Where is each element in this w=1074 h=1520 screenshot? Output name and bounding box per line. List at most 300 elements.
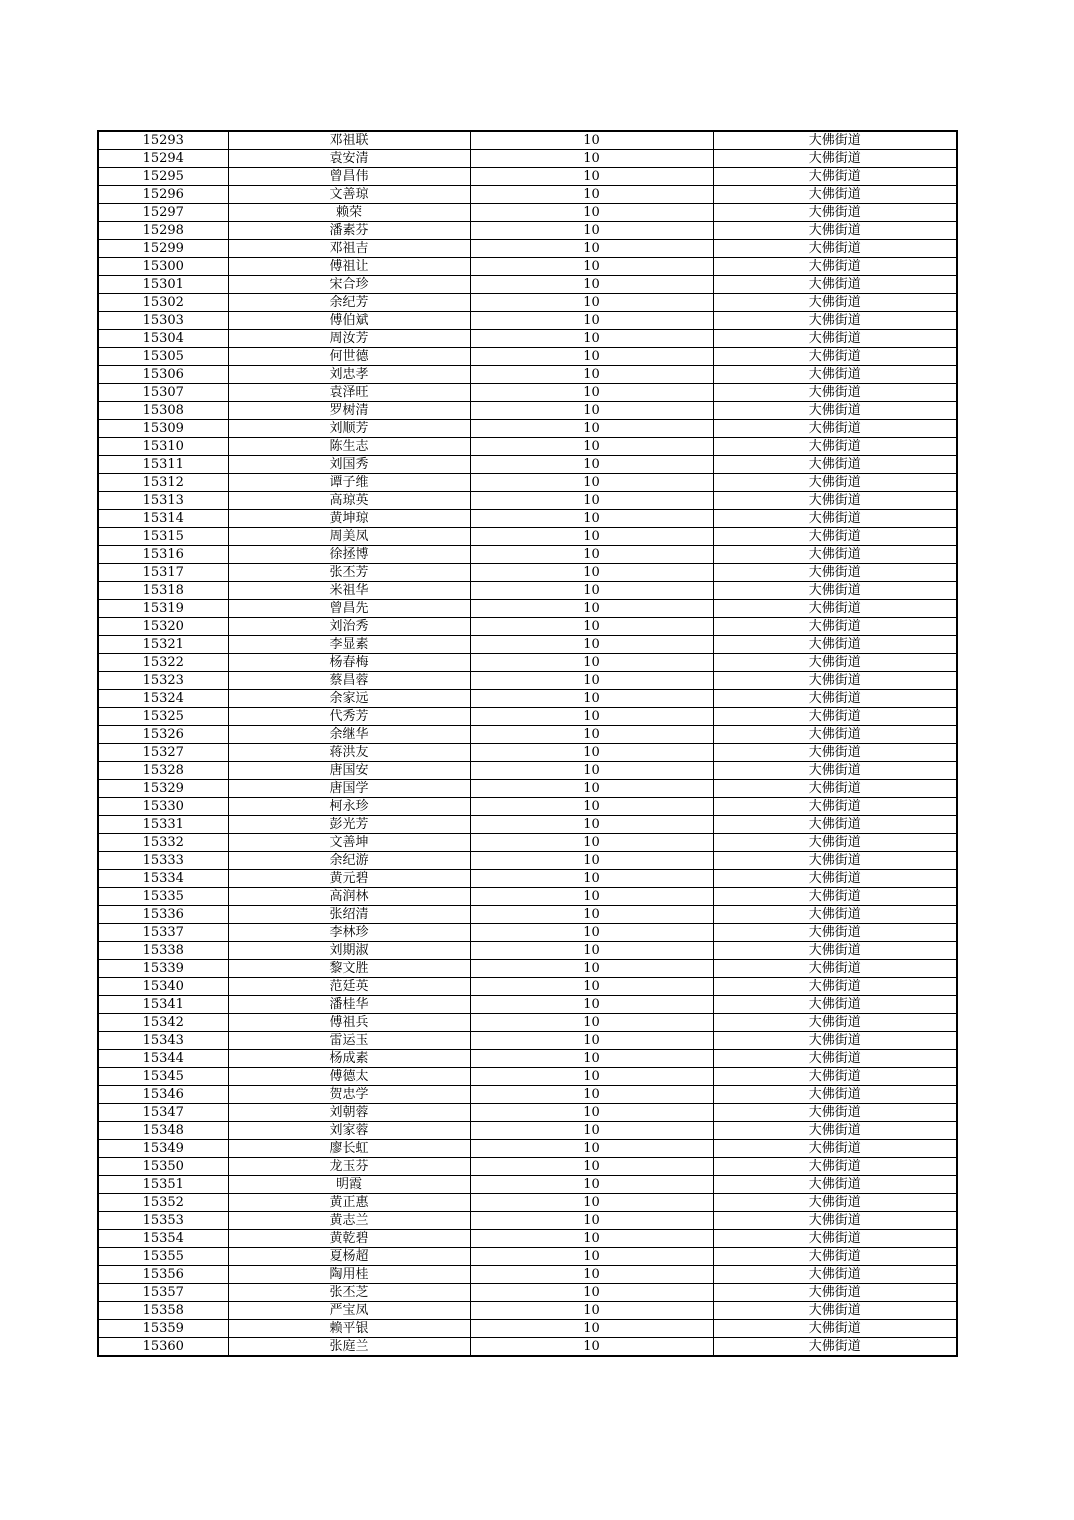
serial-number-cell: 15348 xyxy=(98,1122,228,1140)
data-table xyxy=(97,130,958,1357)
table-row xyxy=(98,1266,957,1284)
name-cell: 曾昌伟 xyxy=(228,168,470,186)
name-cell: 黄坤琼 xyxy=(228,510,470,528)
serial-number-cell: 15356 xyxy=(98,1266,228,1284)
table-row xyxy=(98,618,957,636)
amount-cell: 10 xyxy=(470,978,713,996)
street-cell: 大佛街道 xyxy=(713,150,957,168)
table-row xyxy=(98,816,957,834)
name-cell: 刘治秀 xyxy=(228,618,470,636)
name-cell: 柯永珍 xyxy=(228,798,470,816)
name-cell: 米祖华 xyxy=(228,582,470,600)
name-cell: 唐国学 xyxy=(228,780,470,798)
table-row xyxy=(98,492,957,510)
amount-cell: 10 xyxy=(470,1068,713,1086)
amount-cell: 10 xyxy=(470,240,713,258)
serial-number-cell: 15331 xyxy=(98,816,228,834)
table-row xyxy=(98,1122,957,1140)
name-cell: 李显素 xyxy=(228,636,470,654)
amount-cell: 10 xyxy=(470,1176,713,1194)
street-cell: 大佛街道 xyxy=(713,384,957,402)
serial-number-cell: 15333 xyxy=(98,852,228,870)
table-row xyxy=(98,222,957,240)
amount-cell: 10 xyxy=(470,222,713,240)
table-row xyxy=(98,798,957,816)
table-row xyxy=(98,1320,957,1338)
name-cell: 张丕芝 xyxy=(228,1284,470,1302)
name-cell: 余纪芳 xyxy=(228,294,470,312)
serial-number-cell: 15296 xyxy=(98,186,228,204)
name-cell: 严宝凤 xyxy=(228,1302,470,1320)
table-body xyxy=(98,131,957,1356)
name-cell: 明霞 xyxy=(228,1176,470,1194)
street-cell: 大佛街道 xyxy=(713,420,957,438)
name-cell: 赖平银 xyxy=(228,1320,470,1338)
serial-number-cell: 15343 xyxy=(98,1032,228,1050)
name-cell: 徐拯博 xyxy=(228,546,470,564)
amount-cell: 10 xyxy=(470,546,713,564)
amount-cell: 10 xyxy=(470,276,713,294)
table-row xyxy=(98,834,957,852)
table-row xyxy=(98,1068,957,1086)
amount-cell: 10 xyxy=(470,834,713,852)
name-cell: 余继华 xyxy=(228,726,470,744)
name-cell: 刘家蓉 xyxy=(228,1122,470,1140)
serial-number-cell: 15325 xyxy=(98,708,228,726)
name-cell: 张绍清 xyxy=(228,906,470,924)
name-cell: 张庭兰 xyxy=(228,1338,470,1357)
amount-cell: 10 xyxy=(470,168,713,186)
street-cell: 大佛街道 xyxy=(713,240,957,258)
amount-cell: 10 xyxy=(470,798,713,816)
amount-cell: 10 xyxy=(470,1320,713,1338)
table-row xyxy=(98,366,957,384)
amount-cell: 10 xyxy=(470,402,713,420)
name-cell: 周美凤 xyxy=(228,528,470,546)
street-cell: 大佛街道 xyxy=(713,870,957,888)
amount-cell: 10 xyxy=(470,438,713,456)
name-cell: 张丕芳 xyxy=(228,564,470,582)
serial-number-cell: 15347 xyxy=(98,1104,228,1122)
amount-cell: 10 xyxy=(470,1194,713,1212)
serial-number-cell: 15332 xyxy=(98,834,228,852)
street-cell: 大佛街道 xyxy=(713,1176,957,1194)
table-row xyxy=(98,186,957,204)
serial-number-cell: 15358 xyxy=(98,1302,228,1320)
name-cell: 雷运玉 xyxy=(228,1032,470,1050)
table-row xyxy=(98,654,957,672)
serial-number-cell: 15294 xyxy=(98,150,228,168)
table-row xyxy=(98,726,957,744)
amount-cell: 10 xyxy=(470,348,713,366)
table-row xyxy=(98,996,957,1014)
street-cell: 大佛街道 xyxy=(713,186,957,204)
street-cell: 大佛街道 xyxy=(713,546,957,564)
name-cell: 文善琼 xyxy=(228,186,470,204)
amount-cell: 10 xyxy=(470,960,713,978)
street-cell: 大佛街道 xyxy=(713,924,957,942)
name-cell: 陈生志 xyxy=(228,438,470,456)
amount-cell: 10 xyxy=(470,582,713,600)
table-row xyxy=(98,600,957,618)
serial-number-cell: 15305 xyxy=(98,348,228,366)
table-row xyxy=(98,942,957,960)
amount-cell: 10 xyxy=(470,762,713,780)
table-row xyxy=(98,528,957,546)
serial-number-cell: 15328 xyxy=(98,762,228,780)
table-row xyxy=(98,1230,957,1248)
table-row xyxy=(98,420,957,438)
serial-number-cell: 15326 xyxy=(98,726,228,744)
name-cell: 刘顺芳 xyxy=(228,420,470,438)
amount-cell: 10 xyxy=(470,1122,713,1140)
amount-cell: 10 xyxy=(470,1014,713,1032)
name-cell: 代秀芳 xyxy=(228,708,470,726)
serial-number-cell: 15316 xyxy=(98,546,228,564)
table-row xyxy=(98,131,957,150)
serial-number-cell: 15307 xyxy=(98,384,228,402)
street-cell: 大佛街道 xyxy=(713,1104,957,1122)
amount-cell: 10 xyxy=(470,294,713,312)
amount-cell: 10 xyxy=(470,1284,713,1302)
street-cell: 大佛街道 xyxy=(713,456,957,474)
amount-cell: 10 xyxy=(470,492,713,510)
amount-cell: 10 xyxy=(470,1212,713,1230)
street-cell: 大佛街道 xyxy=(713,690,957,708)
table-row xyxy=(98,708,957,726)
serial-number-cell: 15355 xyxy=(98,1248,228,1266)
street-cell: 大佛街道 xyxy=(713,1248,957,1266)
table-row xyxy=(98,1248,957,1266)
street-cell: 大佛街道 xyxy=(713,564,957,582)
table-row xyxy=(98,672,957,690)
serial-number-cell: 15322 xyxy=(98,654,228,672)
street-cell: 大佛街道 xyxy=(713,1338,957,1357)
amount-cell: 10 xyxy=(470,672,713,690)
name-cell: 蔡昌蓉 xyxy=(228,672,470,690)
amount-cell: 10 xyxy=(470,690,713,708)
street-cell: 大佛街道 xyxy=(713,1140,957,1158)
street-cell: 大佛街道 xyxy=(713,1158,957,1176)
table-row xyxy=(98,960,957,978)
name-cell: 袁安清 xyxy=(228,150,470,168)
table-row xyxy=(98,456,957,474)
table-row xyxy=(98,762,957,780)
street-cell: 大佛街道 xyxy=(713,492,957,510)
street-cell: 大佛街道 xyxy=(713,744,957,762)
street-cell: 大佛街道 xyxy=(713,1320,957,1338)
street-cell: 大佛街道 xyxy=(713,834,957,852)
street-cell: 大佛街道 xyxy=(713,942,957,960)
table-row xyxy=(98,636,957,654)
amount-cell: 10 xyxy=(470,1248,713,1266)
street-cell: 大佛街道 xyxy=(713,1212,957,1230)
amount-cell: 10 xyxy=(470,456,713,474)
name-cell: 黄志兰 xyxy=(228,1212,470,1230)
street-cell: 大佛街道 xyxy=(713,1014,957,1032)
serial-number-cell: 15309 xyxy=(98,420,228,438)
street-cell: 大佛街道 xyxy=(713,654,957,672)
table-row xyxy=(98,780,957,798)
serial-number-cell: 15293 xyxy=(98,131,228,150)
table-row xyxy=(98,906,957,924)
serial-number-cell: 15330 xyxy=(98,798,228,816)
table-row xyxy=(98,1212,957,1230)
serial-number-cell: 15298 xyxy=(98,222,228,240)
amount-cell: 10 xyxy=(470,1230,713,1248)
table-row xyxy=(98,1032,957,1050)
serial-number-cell: 15360 xyxy=(98,1338,228,1357)
table-row xyxy=(98,1302,957,1320)
serial-number-cell: 15315 xyxy=(98,528,228,546)
street-cell: 大佛街道 xyxy=(713,672,957,690)
serial-number-cell: 15299 xyxy=(98,240,228,258)
serial-number-cell: 15320 xyxy=(98,618,228,636)
serial-number-cell: 15341 xyxy=(98,996,228,1014)
name-cell: 宋合珍 xyxy=(228,276,470,294)
serial-number-cell: 15306 xyxy=(98,366,228,384)
serial-number-cell: 15327 xyxy=(98,744,228,762)
street-cell: 大佛街道 xyxy=(713,1086,957,1104)
name-cell: 蒋洪友 xyxy=(228,744,470,762)
table-row xyxy=(98,978,957,996)
serial-number-cell: 15357 xyxy=(98,1284,228,1302)
name-cell: 傅祖让 xyxy=(228,258,470,276)
amount-cell: 10 xyxy=(470,870,713,888)
amount-cell: 10 xyxy=(470,150,713,168)
amount-cell: 10 xyxy=(470,420,713,438)
serial-number-cell: 15338 xyxy=(98,942,228,960)
amount-cell: 10 xyxy=(470,744,713,762)
serial-number-cell: 15342 xyxy=(98,1014,228,1032)
street-cell: 大佛街道 xyxy=(713,1032,957,1050)
name-cell: 余纪游 xyxy=(228,852,470,870)
street-cell: 大佛街道 xyxy=(713,960,957,978)
serial-number-cell: 15295 xyxy=(98,168,228,186)
serial-number-cell: 15349 xyxy=(98,1140,228,1158)
amount-cell: 10 xyxy=(470,1140,713,1158)
street-cell: 大佛街道 xyxy=(713,618,957,636)
table-row xyxy=(98,330,957,348)
table-row xyxy=(98,1338,957,1357)
serial-number-cell: 15354 xyxy=(98,1230,228,1248)
table-row xyxy=(98,744,957,762)
serial-number-cell: 15313 xyxy=(98,492,228,510)
street-cell: 大佛街道 xyxy=(713,1050,957,1068)
serial-number-cell: 15310 xyxy=(98,438,228,456)
serial-number-cell: 15345 xyxy=(98,1068,228,1086)
serial-number-cell: 15353 xyxy=(98,1212,228,1230)
table-row xyxy=(98,510,957,528)
amount-cell: 10 xyxy=(470,1104,713,1122)
street-cell: 大佛街道 xyxy=(713,366,957,384)
amount-cell: 10 xyxy=(470,1050,713,1068)
amount-cell: 10 xyxy=(470,636,713,654)
amount-cell: 10 xyxy=(470,384,713,402)
street-cell: 大佛街道 xyxy=(713,1194,957,1212)
name-cell: 傅德太 xyxy=(228,1068,470,1086)
street-cell: 大佛街道 xyxy=(713,1122,957,1140)
amount-cell: 10 xyxy=(470,1266,713,1284)
street-cell: 大佛街道 xyxy=(713,258,957,276)
table-row xyxy=(98,690,957,708)
street-cell: 大佛街道 xyxy=(713,1284,957,1302)
name-cell: 李林珍 xyxy=(228,924,470,942)
table-row xyxy=(98,150,957,168)
amount-cell: 10 xyxy=(470,186,713,204)
amount-cell: 10 xyxy=(470,996,713,1014)
amount-cell: 10 xyxy=(470,654,713,672)
street-cell: 大佛街道 xyxy=(713,600,957,618)
name-cell: 傅伯斌 xyxy=(228,312,470,330)
name-cell: 傅祖兵 xyxy=(228,1014,470,1032)
table-row xyxy=(98,1194,957,1212)
name-cell: 谭子维 xyxy=(228,474,470,492)
name-cell: 袁泽旺 xyxy=(228,384,470,402)
street-cell: 大佛街道 xyxy=(713,474,957,492)
table-row xyxy=(98,438,957,456)
table-row xyxy=(98,348,957,366)
table-row xyxy=(98,1176,957,1194)
amount-cell: 10 xyxy=(470,906,713,924)
table-row xyxy=(98,204,957,222)
serial-number-cell: 15344 xyxy=(98,1050,228,1068)
serial-number-cell: 15311 xyxy=(98,456,228,474)
name-cell: 黄乾碧 xyxy=(228,1230,470,1248)
amount-cell: 10 xyxy=(470,618,713,636)
street-cell: 大佛街道 xyxy=(713,816,957,834)
amount-cell: 10 xyxy=(470,942,713,960)
table-row xyxy=(98,546,957,564)
name-cell: 罗树清 xyxy=(228,402,470,420)
name-cell: 黄正惠 xyxy=(228,1194,470,1212)
amount-cell: 10 xyxy=(470,366,713,384)
serial-number-cell: 15340 xyxy=(98,978,228,996)
street-cell: 大佛街道 xyxy=(713,1302,957,1320)
street-cell: 大佛街道 xyxy=(713,708,957,726)
serial-number-cell: 15300 xyxy=(98,258,228,276)
street-cell: 大佛街道 xyxy=(713,222,957,240)
table-row xyxy=(98,564,957,582)
name-cell: 贺忠学 xyxy=(228,1086,470,1104)
serial-number-cell: 15339 xyxy=(98,960,228,978)
amount-cell: 10 xyxy=(470,708,713,726)
street-cell: 大佛街道 xyxy=(713,762,957,780)
amount-cell: 10 xyxy=(470,1158,713,1176)
serial-number-cell: 15346 xyxy=(98,1086,228,1104)
street-cell: 大佛街道 xyxy=(713,510,957,528)
table-row xyxy=(98,1284,957,1302)
street-cell: 大佛街道 xyxy=(713,312,957,330)
serial-number-cell: 15323 xyxy=(98,672,228,690)
name-cell: 余家远 xyxy=(228,690,470,708)
name-cell: 陶用桂 xyxy=(228,1266,470,1284)
amount-cell: 10 xyxy=(470,726,713,744)
name-cell: 刘国秀 xyxy=(228,456,470,474)
amount-cell: 10 xyxy=(470,131,713,150)
table-row xyxy=(98,474,957,492)
street-cell: 大佛街道 xyxy=(713,1068,957,1086)
table-row xyxy=(98,1014,957,1032)
name-cell: 范廷英 xyxy=(228,978,470,996)
name-cell: 廖长虹 xyxy=(228,1140,470,1158)
amount-cell: 10 xyxy=(470,258,713,276)
street-cell: 大佛街道 xyxy=(713,996,957,1014)
serial-number-cell: 15297 xyxy=(98,204,228,222)
serial-number-cell: 15337 xyxy=(98,924,228,942)
street-cell: 大佛街道 xyxy=(713,978,957,996)
street-cell: 大佛街道 xyxy=(713,1266,957,1284)
table-row xyxy=(98,384,957,402)
amount-cell: 10 xyxy=(470,924,713,942)
street-cell: 大佛街道 xyxy=(713,528,957,546)
street-cell: 大佛街道 xyxy=(713,330,957,348)
name-cell: 邓祖联 xyxy=(228,131,470,150)
serial-number-cell: 15303 xyxy=(98,312,228,330)
name-cell: 夏杨超 xyxy=(228,1248,470,1266)
street-cell: 大佛街道 xyxy=(713,402,957,420)
serial-number-cell: 15335 xyxy=(98,888,228,906)
street-cell: 大佛街道 xyxy=(713,582,957,600)
serial-number-cell: 15312 xyxy=(98,474,228,492)
street-cell: 大佛街道 xyxy=(713,906,957,924)
street-cell: 大佛街道 xyxy=(713,131,957,150)
street-cell: 大佛街道 xyxy=(713,204,957,222)
amount-cell: 10 xyxy=(470,330,713,348)
name-cell: 潘素芬 xyxy=(228,222,470,240)
serial-number-cell: 15317 xyxy=(98,564,228,582)
amount-cell: 10 xyxy=(470,312,713,330)
amount-cell: 10 xyxy=(470,510,713,528)
street-cell: 大佛街道 xyxy=(713,636,957,654)
name-cell: 杨春梅 xyxy=(228,654,470,672)
serial-number-cell: 15314 xyxy=(98,510,228,528)
table-row xyxy=(98,402,957,420)
amount-cell: 10 xyxy=(470,1302,713,1320)
name-cell: 高润林 xyxy=(228,888,470,906)
table-row xyxy=(98,582,957,600)
serial-number-cell: 15350 xyxy=(98,1158,228,1176)
serial-number-cell: 15352 xyxy=(98,1194,228,1212)
amount-cell: 10 xyxy=(470,780,713,798)
street-cell: 大佛街道 xyxy=(713,780,957,798)
table-row xyxy=(98,924,957,942)
serial-number-cell: 15304 xyxy=(98,330,228,348)
amount-cell: 10 xyxy=(470,474,713,492)
serial-number-cell: 15336 xyxy=(98,906,228,924)
amount-cell: 10 xyxy=(470,204,713,222)
street-cell: 大佛街道 xyxy=(713,348,957,366)
name-cell: 黄元碧 xyxy=(228,870,470,888)
street-cell: 大佛街道 xyxy=(713,1230,957,1248)
name-cell: 杨成素 xyxy=(228,1050,470,1068)
table-row xyxy=(98,852,957,870)
name-cell: 刘忠孝 xyxy=(228,366,470,384)
serial-number-cell: 15329 xyxy=(98,780,228,798)
serial-number-cell: 15319 xyxy=(98,600,228,618)
serial-number-cell: 15334 xyxy=(98,870,228,888)
street-cell: 大佛街道 xyxy=(713,888,957,906)
amount-cell: 10 xyxy=(470,1338,713,1357)
name-cell: 文善坤 xyxy=(228,834,470,852)
table-row xyxy=(98,1158,957,1176)
serial-number-cell: 15308 xyxy=(98,402,228,420)
table-row xyxy=(98,168,957,186)
name-cell: 刘期淑 xyxy=(228,942,470,960)
table-row xyxy=(98,276,957,294)
table-row xyxy=(98,870,957,888)
name-cell: 唐国安 xyxy=(228,762,470,780)
